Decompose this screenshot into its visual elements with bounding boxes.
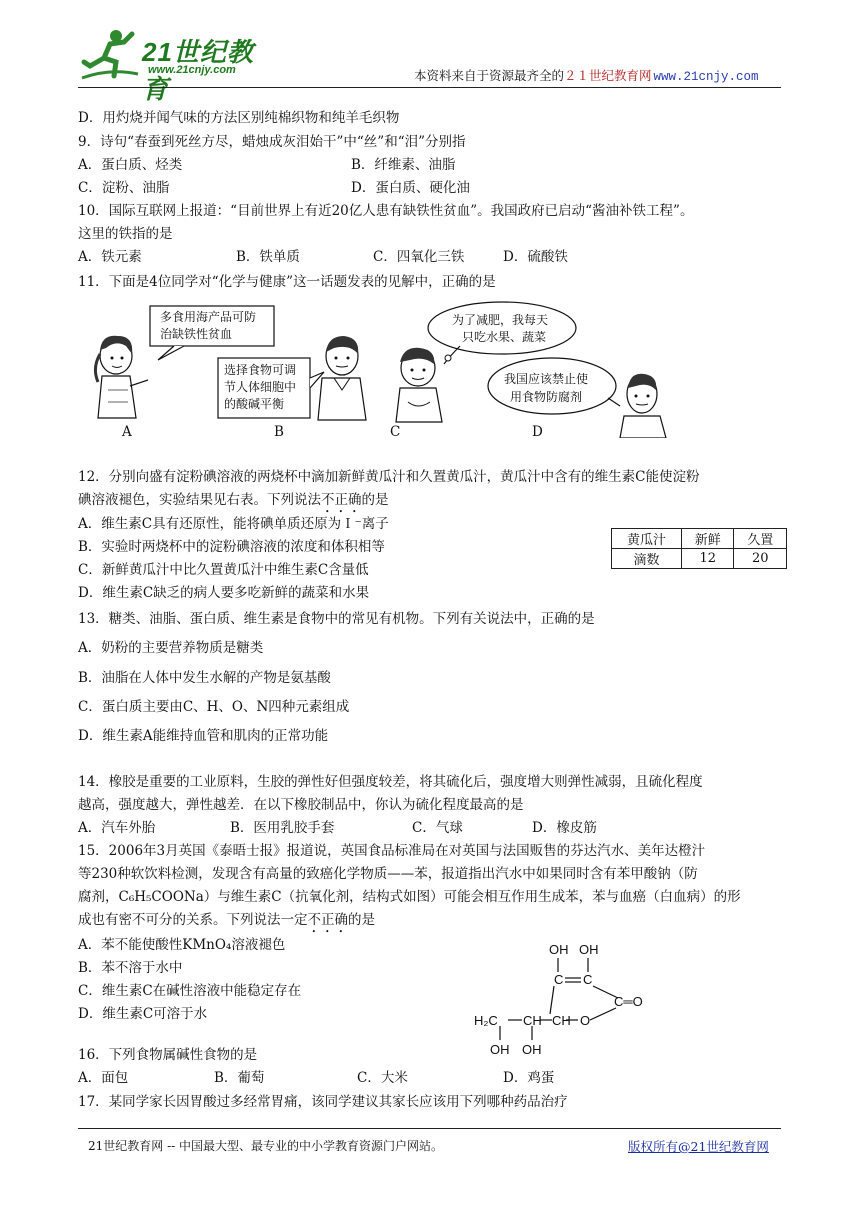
table-cell: 20 (734, 549, 787, 569)
header-tagline (414, 67, 759, 86)
q11-illustration (78, 298, 718, 438)
q13-option-c: C．蛋白质主要由C、H、O、N四种元素组成 (78, 699, 350, 715)
q8-option-d: D．用灼烧并闻气味的方法区别纯棉织物和纯羊毛织物 (78, 110, 400, 126)
q15-option-c: C．维生素C在碱性溶液中能稳定存在 (78, 983, 302, 999)
q11-label-a: A (122, 424, 132, 440)
q15-stem-pre: 成也有密不可分的关系。下列说法一定 (78, 912, 308, 928)
q9-option-c: C．淀粉、油脂 (78, 180, 170, 196)
q16-option-b: B．葡萄 (214, 1070, 265, 1086)
table-cell: 12 (681, 549, 734, 569)
q12-stem-line2 (78, 492, 389, 516)
q13-stem: 13．糖类、油脂、蛋白质、维生素是食物中的常见有机物。下列有关说法中，正确的是 (78, 611, 595, 627)
q12-stem-pre: 碘溶液褪色，实验结果见右表。下列说法 (78, 492, 321, 508)
table-row (612, 549, 787, 569)
tagline-brand[interactable]: ２１世纪教育网 (564, 68, 652, 83)
q15-stem-line2: 等230种软饮料检测，发现含有高量的致癌化学物质——苯，报道指出汽水中如果同时含有苯甲酸钠（防 (78, 866, 698, 882)
tagline-site[interactable]: www.21cnjy.com (653, 70, 759, 84)
runner-logo-icon (80, 28, 140, 82)
footer-copyright-link[interactable]: 版权所有@21世纪教育网 (628, 1139, 769, 1154)
q17-stem: 17．某同学家长因胃酸过多经常胃痛，该同学建议其家长应该用下列哪种药品治疗 (78, 1094, 568, 1110)
q16-option-a: A．面包 (78, 1070, 129, 1086)
q12-option-b: B．实验时两烧杯中的淀粉碘溶液的浓度和体积相等 (78, 539, 385, 555)
table-header-cell: 久置 (734, 529, 787, 549)
header-logo[interactable] (80, 26, 280, 104)
bubble-a-line2: 治缺铁性贫血 (160, 327, 233, 341)
struct-c-left: C (554, 972, 564, 987)
bubble-a-line1: 多食用海产品可防 (160, 310, 257, 324)
q14-option-b: B．医用乳胶手套 (230, 820, 335, 836)
footer-divider (78, 1128, 781, 1129)
q10-stem-line2: 这里的铁指的是 (78, 226, 173, 242)
struct-ring-o: O (580, 1013, 591, 1028)
struct-oh-bottom-left: OH (490, 1042, 510, 1057)
q11-label-b: B (274, 424, 284, 440)
table-header-cell: 黄瓜汁 (612, 529, 682, 549)
q12-option-d: D．维生素C缺乏的病人要多吃新鲜的蔬菜和水果 (78, 585, 370, 601)
table-header-cell: 新鲜 (681, 529, 734, 549)
student-d-figure (620, 374, 666, 438)
q10-option-a: A．铁元素 (78, 249, 142, 265)
bubble-d-line2: 用食物防腐剂 (510, 390, 583, 404)
q13-option-b: B．油脂在人体中发生水解的产物是氨基酸 (78, 670, 331, 686)
header-divider (78, 87, 781, 88)
q14-stem-line2: 越高，强度越大，弹性越差．在以下橡胶制品中，你认为硫化程度最高的是 (78, 797, 524, 813)
q10-stem-line1: 10．国际互联网上报道：“目前世界上有近20亿人患有缺铁性贫血”。我国政府已启动“酱油补铁工程”。 (78, 203, 694, 219)
q12-stem-line1: 12．分别向盛有淀粉碘溶液的两烧杯中滴加新鲜黄瓜汁和久置黄瓜汁，黄瓜汁中含有的维生素C能使淀粉 (78, 469, 700, 485)
q11-stem: 11．下面是4位同学对“化学与健康”这一话题发表的见解中，正确的是 (78, 274, 496, 290)
bubble-b-line3: 的酸碱平衡 (224, 397, 285, 411)
q14-option-c: C．气球 (412, 820, 463, 836)
struct-h2c: H₂C (474, 1013, 498, 1028)
logo-title: 21世纪教育 (142, 37, 254, 104)
q13-option-a: A．奶粉的主要营养物质是糖类 (78, 640, 264, 656)
struct-c-right: C (583, 972, 593, 987)
q9-option-a: A．蛋白质、烃类 (78, 157, 183, 173)
q9-option-d: D．蛋白质、硬化油 (351, 180, 470, 196)
q15-option-a: A．苯不能使酸性KMnO₄溶液褪色 (78, 937, 286, 953)
q15-stem-line1: 15．2006年3月英国《泰晤士报》报道说，英国食品标准局在对英国与法国贩售的芬达汽水、美年达橙汁 (78, 843, 706, 859)
table-cell: 滴数 (612, 549, 682, 569)
student-b-figure (318, 336, 366, 420)
q15-stem-post: 的是 (348, 912, 375, 928)
logo-url: www.21cnjy.com (148, 64, 236, 76)
q10-option-b: B．铁单质 (236, 249, 300, 265)
q11-label-d: D (532, 424, 543, 440)
q10-option-d: D．硫酸铁 (503, 249, 568, 265)
q9-option-b: B．纤维素、油脂 (351, 157, 456, 173)
struct-ch-2: CH (552, 1013, 571, 1028)
bubble-b-line1: 选择食物可调 (224, 363, 297, 377)
q15-stem-line3: 腐剂，C₆H₅COONa）与维生素C（抗氧化剂，结构式如图）可能会相互作用生成苯，苯与血癌（白血病）的形 (78, 889, 741, 905)
student-c-figure (396, 348, 442, 422)
bubble-c-line2: 只吃水果、蔬菜 (462, 330, 547, 344)
q11-label-c: C (390, 424, 401, 440)
q16-option-d: D．鸡蛋 (503, 1070, 555, 1086)
footer-left-text: 21世纪教育网 -- 中国最大型、最专业的中小学教育资源门户网站。 (88, 1139, 444, 1153)
q13-option-d: D．维生素A能维持血管和肌肉的正常功能 (78, 728, 329, 744)
q15-stem-emphasis: 不正确 (307, 912, 348, 928)
table-row (612, 529, 787, 549)
tagline-prefix: 本资料来自于资源最齐全的 (414, 68, 565, 83)
struct-oh-top-left: OH (549, 942, 569, 957)
struct-ch-1: CH (523, 1013, 542, 1028)
struct-oh-top-right: OH (579, 942, 599, 957)
q12-stem-post: 的是 (361, 492, 389, 508)
q15-option-d: D．维生素C可溶于水 (78, 1006, 208, 1022)
bubble-c-line1: 为了减肥，我每天 (452, 313, 549, 327)
q12-stem-emphasis: 不正确 (321, 492, 362, 508)
bubble-d-line1: 我国应该禁止使 (504, 372, 589, 386)
q14-option-a: A．汽车外胎 (78, 820, 156, 836)
q14-stem-line1: 14．橡胶是重要的工业原料，生胶的弹性好但强度较差，将其硫化后，强度增大则弹性减弱，且硫化程度 (78, 774, 703, 790)
vitamin-c-structure (470, 938, 660, 1060)
q16-option-c: C．大米 (357, 1070, 408, 1086)
bubble-b-line2: 节人体细胞中 (224, 380, 297, 394)
q16-stem: 16．下列食物属碱性食物的是 (78, 1047, 258, 1063)
q15-stem-line4 (78, 912, 375, 936)
q15-option-b: B．苯不溶于水中 (78, 960, 183, 976)
student-a-figure (95, 336, 148, 418)
q12-result-table (611, 528, 787, 569)
struct-carbonyl: C═O (614, 994, 643, 1009)
struct-oh-bottom-right: OH (522, 1042, 542, 1057)
q12-option-c: C．新鲜黄瓜汁中比久置黄瓜汁中维生素C含量低 (78, 562, 369, 578)
q9-stem: 9．诗句“春蚕到死丝方尽，蜡烛成灰泪始干”中“丝”和“泪”分别指 (78, 134, 466, 150)
q14-option-d: D．橡皮筋 (532, 820, 597, 836)
q12-option-a: A．维生素C具有还原性，能将碘单质还原为Ｉ⁻离子 (78, 516, 389, 532)
q10-option-c: C．四氧化三铁 (373, 249, 465, 265)
